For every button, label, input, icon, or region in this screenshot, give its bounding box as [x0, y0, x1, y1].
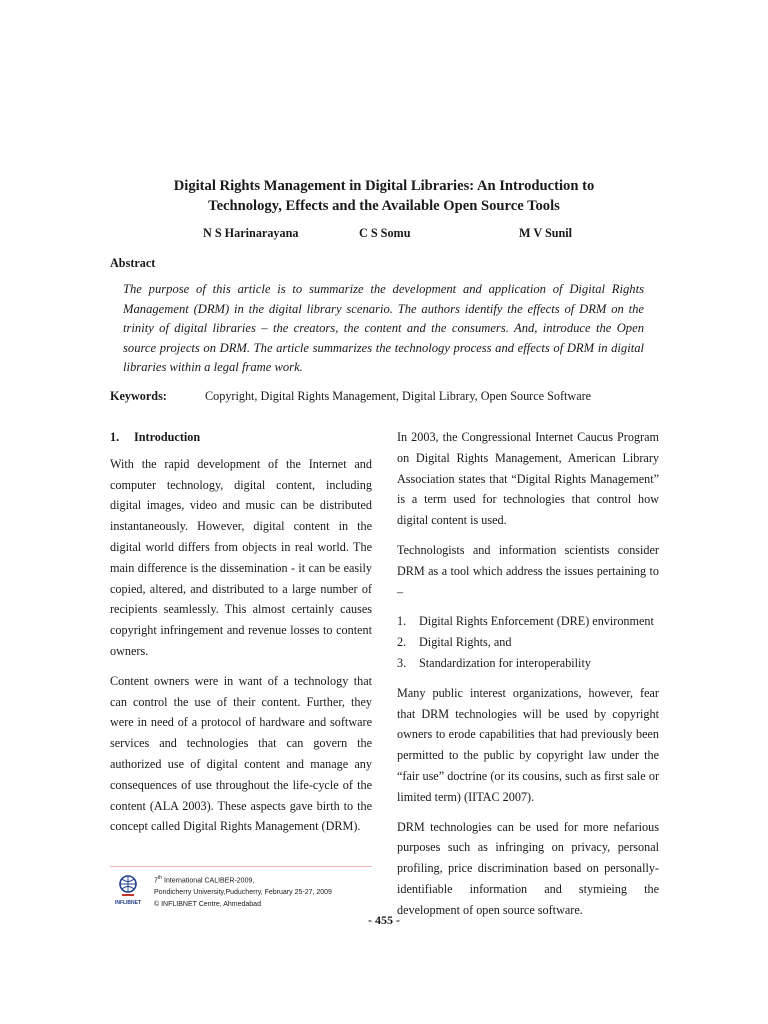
section-number: 1. — [110, 430, 120, 444]
list-item-number: 2. — [397, 635, 407, 650]
section-title: Introduction — [134, 430, 201, 444]
list-item-text: Digital Rights, and — [419, 635, 512, 650]
footer-line-3: © INFLIBNET Centre, Ahmedabad — [154, 901, 261, 909]
section-heading — [110, 427, 372, 448]
logo-text: INFLIBNET — [114, 900, 142, 906]
abstract-heading: Abstract — [110, 256, 156, 270]
list-item-text: Digital Rights Enforcement (DRE) environment — [419, 614, 654, 629]
list-item-text: Standardization for interoperability — [419, 655, 591, 670]
paragraph: Content owners were in want of a technology that can control the use of their content. Further, they were in need of a protocol of hardware and software services and technologies that can govern the authorized use of digital content and manage any consequences of use throughout the life-cycle of the content (ALA 2003). These aspects gave birth to the concept called Digital Rights Management (DRM). — [110, 673, 372, 834]
footer-rule — [110, 866, 372, 867]
list-item — [397, 653, 659, 674]
author-2: C S Somu — [359, 226, 411, 240]
left-column — [110, 427, 372, 846]
right-column — [397, 427, 659, 930]
paper-title — [100, 176, 668, 216]
inflibnet-logo — [114, 874, 142, 906]
footer-line-1: 7th International CALIBER-2009, — [154, 875, 255, 885]
paragraph: Technologists and information scientists consider DRM as a tool which address the issues pertaining to – — [397, 542, 659, 599]
list-item — [397, 611, 659, 632]
list-item — [397, 632, 659, 653]
paragraph: In 2003, the Congressional Internet Caucus Program on Digital Rights Management, American Library Association states that “Digital Rights Management” is a term used for technologies that control how digital content is used. — [397, 430, 659, 528]
drm-issues-list — [397, 611, 659, 673]
title-line-1: Digital Rights Management in Digital Libraries: An Introduction to — [173, 178, 595, 194]
paragraph: Many public interest organizations, however, fear that DRM technologies will be used by copyright owners to erode capabilities that had previously been permitted to the public by copyright law under the “fair use” doctrine (or its cousins, such as first sale or limited term) (IITAC 2007). — [397, 685, 659, 804]
paragraph: DRM technologies can be used for more nefarious purposes such as infringing on privacy, personal profiling, price discrimination based on personally-identifiable information and stymieing the development of open source software. — [397, 819, 659, 917]
author-1: N S Harinarayana — [203, 226, 299, 240]
keywords-label: Keywords: — [110, 389, 167, 403]
abstract-body: The purpose of this article is to summarize the development and application of Digital Rights Management (DRM) in the digital library scenario. The authors identify the effects of DRM on the trinity of digital libraries – the creators, the content and the consumers. And, introduce the Open source projects on DRM. The article summarizes the technology process and effects of DRM in digital libraries within a legal frame work. — [123, 282, 644, 375]
footer-line-2: Pondicherry University,Puducherry, February 25-27, 2009 — [154, 889, 332, 897]
page-number: - 455 - — [368, 913, 400, 927]
author-3: M V Sunil — [519, 226, 573, 240]
author-list — [0, 226, 768, 244]
footer-lines — [154, 872, 332, 911]
list-item-number: 1. — [397, 614, 407, 629]
title-line-2: Technology, Effects and the Available Open Source Tools — [208, 198, 560, 214]
keywords-text: Copyright, Digital Rights Management, Digital Library, Open Source Software — [205, 389, 592, 403]
conference-footer — [112, 872, 374, 908]
list-item-number: 3. — [397, 655, 407, 670]
paragraph: With the rapid development of the Internet and computer technology, digital content, including digital images, video and music can be distributed instantaneously. However, digital content in the digital world differs from objects in real world. The main difference is the dissemination - it can be easily copied, altered, and distributed to a large number of recipients seamlessly. This almost certainly causes copyright infringement and revenue losses to content owners. — [110, 456, 372, 658]
